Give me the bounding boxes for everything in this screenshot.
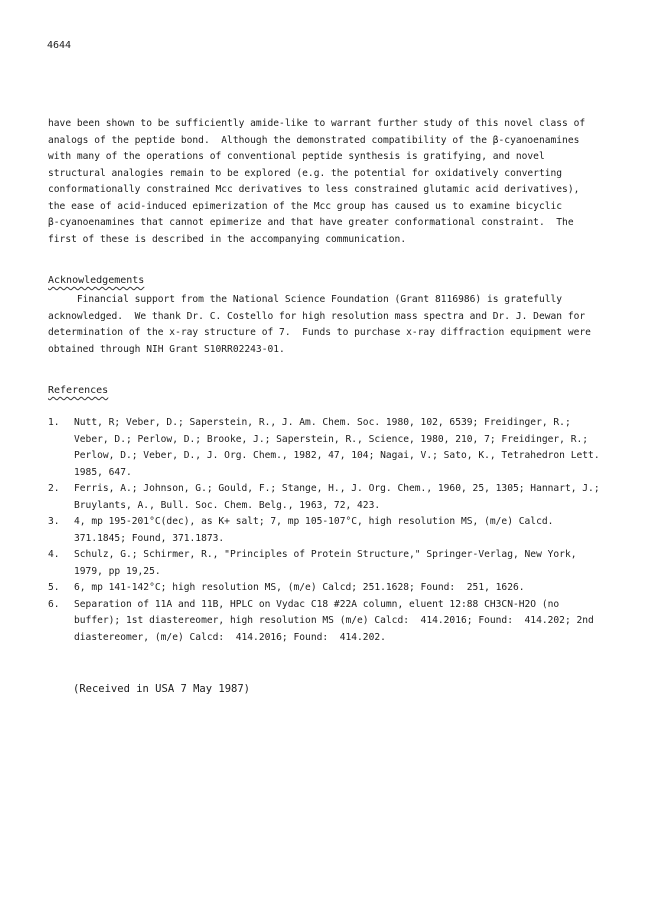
body-line: conformationally constrained Mcc derivatives to less constrained glutamic acid derivatives), bbox=[48, 184, 580, 195]
reference-line: Separation of 11A and 11B, HPLC on Vydac C18 #22A column, eluent 12:88 CH3CN-H2O (no bbox=[74, 598, 560, 610]
reference-line: 1985, 647. bbox=[74, 466, 132, 478]
acknowledgements-paragraph bbox=[48, 292, 638, 358]
reference-item bbox=[48, 580, 648, 597]
reference-line: Nutt, R; Veber, D.; Saperstein, R., J. Am. Chem. Soc. 1980, 102, 6539; Freidinger, R.; bbox=[74, 417, 571, 428]
references-list bbox=[48, 415, 648, 646]
ack-line: Financial support from the National Science Foundation (Grant 8116986) is gratefully bbox=[48, 294, 563, 305]
reference-line: Bruylants, A., Bull. Soc. Chem. Belg., 1963, 72, 423. bbox=[74, 499, 381, 511]
references-heading: References bbox=[48, 385, 109, 396]
reference-item bbox=[48, 415, 648, 481]
reference-line: Schulz, G.; Schirmer, R., "Principles of Protein Structure," Springer-Verlag, New York, bbox=[74, 549, 577, 560]
reference-number: 1. bbox=[48, 417, 60, 428]
reference-line: 1979, pp 19,25. bbox=[74, 565, 161, 577]
body-line: analogs of the peptide bond. Although the demonstrated compatibility of the β-cyanoenamines bbox=[48, 134, 580, 146]
body-line: with many of the operations of conventional peptide synthesis is gratifying, and novel bbox=[48, 151, 545, 162]
reference-line: 6, mp 141-142°C; high resolution MS, (m/e) Calcd; 251.1628; Found: 251, 1626. bbox=[74, 582, 525, 593]
body-line: have been shown to be sufficiently amide-like to warrant further study of this novel class of bbox=[48, 118, 586, 129]
reference-number: 4. bbox=[48, 549, 60, 560]
body-line: structural analogies remain to be explored (e.g. the potential for oxidatively converting bbox=[48, 167, 563, 179]
ack-line: determination of the x-ray structure of 7. Funds to purchase x-ray diffraction equipment were bbox=[48, 327, 591, 338]
received-date: (Received in USA 7 May 1987) bbox=[73, 683, 251, 695]
reference-item bbox=[48, 481, 648, 514]
reference-line: Ferris, A.; Johnson, G.; Gould, F.; Stange, H., J. Org. Chem., 1960, 25, 1305; Hannart, J.; bbox=[74, 483, 600, 494]
ack-line: acknowledged. We thank Dr. C. Costello for high resolution mass spectra and Dr. J. Dewan for bbox=[48, 310, 586, 322]
reference-line: diastereomer, (m/e) Calcd: 414.2016; Found: 414.202. bbox=[74, 631, 386, 643]
reference-line: Perlow, D.; Veber, D., J. Org. Chem., 1982, 47, 104; Nagai, V.; Sato, K., Tetrahedron Lett. bbox=[74, 450, 600, 461]
body-line: β-cyanoenamines that cannot epimerize and that have greater conformational constraint. The bbox=[48, 217, 574, 228]
reference-number: 3. bbox=[48, 516, 60, 527]
reference-line: Veber, D.; Perlow, D.; Brooke, J.; Saperstein, R., Science, 1980, 210, 7; Freidinger, R.; bbox=[74, 433, 589, 445]
reference-number: 2. bbox=[48, 483, 60, 494]
reference-line: buffer); 1st diastereomer, high resolution MS (m/e) Calcd: 414.2016; Found: 414.202; 2nd bbox=[74, 615, 594, 626]
reference-number: 6. bbox=[48, 598, 60, 610]
reference-number: 5. bbox=[48, 582, 60, 593]
body-paragraph bbox=[48, 116, 628, 248]
ack-line: obtained through NIH Grant S10RR02243-01. bbox=[48, 343, 285, 355]
page-number: 4644 bbox=[47, 40, 72, 51]
reference-line: 371.1845; Found, 371.1873. bbox=[74, 532, 225, 544]
reference-item bbox=[48, 514, 648, 547]
acknowledgements-heading: Acknowledgements bbox=[48, 275, 145, 286]
body-line: the ease of acid-induced epimerization of the Mcc group has caused us to examine bicyclic bbox=[48, 200, 563, 212]
reference-item bbox=[48, 597, 648, 647]
reference-line: 4, mp 195-201°C(dec), as K+ salt; 7, mp 105-107°C, high resolution MS, (m/e) Calcd. bbox=[74, 516, 554, 527]
reference-item bbox=[48, 547, 648, 580]
body-line: first of these is described in the accompanying communication. bbox=[48, 233, 407, 245]
